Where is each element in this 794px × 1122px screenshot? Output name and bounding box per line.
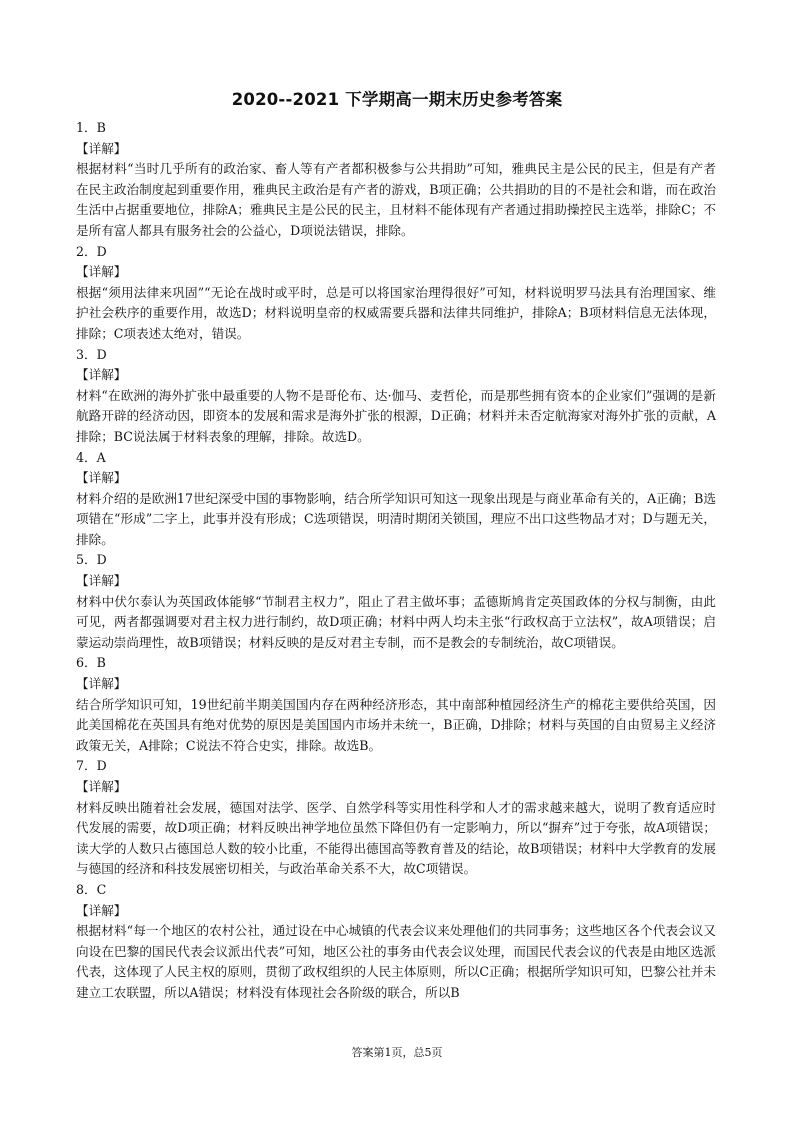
question-number: 1．B [76,120,106,135]
explanation-tag: 【详解】 [76,779,127,794]
question-block [76,880,716,1004]
question-number: 7．D [76,758,107,774]
question-number: 5．D [76,552,107,568]
question-number: 6．B [76,655,106,671]
explanation-tag: 【详解】 [76,367,127,383]
explanation-text: 结合所学知识可知，19世纪前半期美国国内存在两种经济形态，其中南部种植园经济生产的棉花主要供给英国，因此美国棉花在英国具有绝对优势的原因是美国国内市场并未统一，B正确，D排除；材料与英国的自由贸易主义经济政策无关，A排除；C说法不符合史实，排除。故选B。 [76,696,716,753]
explanation-tag: 【详解】 [76,264,127,280]
question-number: 4．A [76,449,106,465]
answer-content [76,118,716,1004]
explanation-text: 根据“须用法律来巩固”“无论在战时或平时，总是可以将国家治理得很好”可知，材料说明罗马法具有治理国家、维护社会秩序的重要作用，故选D；材料说明皇帝的权威需要兵器和法律共同维护，排除A；B项材料信息无法体现，排除；C项表述太绝对，错误。 [76,284,716,341]
question-number: 2．D [76,243,107,259]
explanation-tag: 【详解】 [76,676,127,692]
question-block [76,448,716,551]
page-footer: 答案第1页，总5页 [351,1046,443,1059]
explanation-tag: 【详解】 [76,573,127,589]
question-block [76,653,716,756]
explanation-text: 材料反映出随着社会发展，德国对法学、医学、自然学科等实用性科学和人才的需求越来越大，说明了教育适应时代发展的需要，故D项正确；材料反映出神学地位虽然下降但仍有一定影响力，所以“摒弃”过于夸张，故A项错误；读大学的人数只占德国总人数的较小比重，不能得出德国高等教育普及的结论，故B项错误；材料中大学教育的发展与德国的经济和科技发展密切相关，与政治革命关系不大，故C项错误。 [76,799,716,877]
question-block [76,756,716,880]
explanation-tag: 【详解】 [76,902,127,918]
explanation-text: 根据材料“当时几乎所有的政治家、畜人等有产者都积极参与公共捐助”可知，雅典民主是公民的民主，但是有产者在民主政治制度起到重要作用，雅典民主政治是有产者的游戏，B项正确；公共捐助的目的不是社会和谐，而在政治生活中占据重要地位，排除A；雅典民主是公民的民主，且材料不能体现有产者通过捐助操控民主选举，排除C；不是所有富人都具有服务社会的公益心，D项说法错误，排除。 [76,161,716,238]
question-block [76,118,716,242]
question-number: 3．D [76,346,107,362]
question-block [76,345,716,448]
question-block [76,550,716,653]
explanation-tag: 【详解】 [76,140,127,156]
explanation-tag: 【详解】 [76,470,127,486]
explanation-text: 材料中伏尔泰认为英国政体能够“节制君主权力”，阻止了君主做坏事；孟德斯鸠肯定英国政体的分权与制衡，由此可见，两者都强调要对君主权力进行制约，故D项正确；材料中两人均未主张“行政权高于立法权”，故A项错误；启蒙运动崇尚理性，故B项错误；材料反映的是反对君主专制，而不是教会的专制统治，故C项错误。 [76,593,716,650]
explanation-text: 根据材料“每一个地区的农村公社，通过设在中心城镇的代表会议来处理他们的共同事务；这些地区各个代表会议又向设在巴黎的国民代表会议派出代表”可知，地区公社的事务由代表会议处理，而国民代表会议的代表是由地区选派代表，这体现了人民主权的原则，贯彻了政权组织的人民主体原则，所以C正确；根据所学知识可知，巴黎公社并未建立工农联盟，所以A错误；材料没有体现社会各阶级的联合，所以B [76,923,716,1000]
question-number: 8．C [76,881,107,897]
explanation-text: 材料介绍的是欧洲17世纪深受中国的事物影响，结合所学知识可知这一现象出现是与商业革命有关的，A正确；B选项错在“形成”二字上，此事并没有形成；C选项错误，明清时期闭关锁国，理应不出口这些物品才对；D与题无关，排除。 [76,490,716,547]
explanation-text: 材料“在欧洲的海外扩张中最重要的人物不是哥伦布、达·伽马、麦哲伦，而是那些拥有资本的企业家们”强调的是新航路开辟的经济动因，即资本的发展和需求是海外扩张的根源，D正确；材料并未否定航海家对海外扩张的贡献，A排除；BC说法属于材料表象的理解，排除。故选D。 [76,387,716,444]
page-title: 2020--2021 下学期高一期末历史参考答案 [231,90,563,109]
question-block [76,242,716,345]
